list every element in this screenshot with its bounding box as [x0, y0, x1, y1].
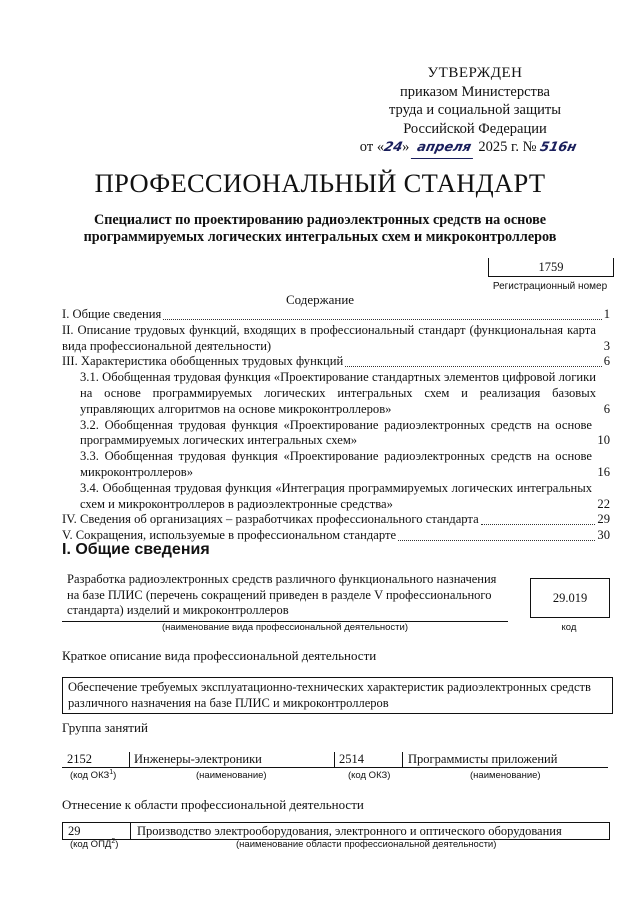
toc-page: 10	[597, 433, 610, 448]
registration-number-box: 1759	[488, 258, 614, 277]
toc-title: Содержание	[285, 292, 355, 307]
okz-name: Инженеры-электроники	[134, 752, 262, 766]
toc-entry[interactable]: 3.2. Обобщенная трудовая функция «Проектирование радиоэлектронных средств на основе программируемых логических интегральных схем» 10	[80, 417, 610, 448]
activity-code-caption: код	[561, 622, 577, 633]
toc-entry[interactable]: 3.3. Обобщенная трудовая функция «Проектирование радиоэлектронных средств на основе микроконтроллеров» 16	[80, 449, 610, 479]
toc-entry[interactable]: 3.1. Обобщенная трудовая функция «Проектирование стандартных элементов цифровой логики на основе программируемых логических интегральных схем и реализация базовых управляющих алгоритмов на основе микроконтроллеров» 6	[80, 370, 610, 416]
toc-entry[interactable]: II. Описание трудовых функций, входящих в профессиональный стандарт (функциональная карта вида профессиональной деятельности) 3	[62, 322, 610, 353]
brief-description-box: Обеспечение требуемых эксплуатационно-технических характеристик радиоэлектронных средств различного назначения на базе ПЛИС и микроконтроллеров	[62, 677, 613, 714]
toc-entry[interactable]: 3.4. Обобщенная трудовая функция «Интеграция программируемых логических интегральных схем и микроконтроллеров в радиоэлектронные средства» 22	[80, 480, 610, 511]
toc-entry[interactable]: V. Сокращения, используемые в профессиональном стандарте 30	[62, 528, 610, 543]
okz-name: Программисты приложений	[408, 752, 558, 766]
toc-entry[interactable]: III. Характеристика обобщенных трудовых функций 6	[62, 354, 610, 369]
approval-date-line	[346, 138, 590, 159]
date-prefix: от «	[359, 139, 385, 155]
opd-name: Производство электрооборудования, электронного и оптического оборудования	[137, 824, 562, 838]
toc-entry[interactable]: I. Общие сведения 1	[62, 307, 610, 321]
toc-page: 1	[603, 307, 610, 321]
document-subtitle: Специалист по проектированию радиоэлектронных средств на основе программируемых логических интегральных схем и микроконтроллеров	[83, 212, 557, 245]
handwritten-month: апреля	[411, 139, 477, 159]
handwritten-day: 24	[382, 140, 404, 155]
section-heading: I. Общие сведения	[62, 541, 210, 558]
okz-code: 2514	[339, 752, 364, 766]
brief-description-title: Краткое описание вида профессиональной деятельности	[62, 648, 377, 663]
occupation-group-title: Группа занятий	[62, 720, 148, 735]
approval-line: Российской Федерации	[403, 120, 547, 137]
okz-name-caption: (наименование)	[196, 770, 267, 781]
okz-code-caption: (код ОКЗ$^1$)	[70, 768, 117, 781]
okz-code: 2152	[67, 752, 92, 766]
date-year: 2025 г. №	[478, 139, 537, 155]
opd-name-caption: (наименование области профессиональной деятельности)	[236, 839, 497, 850]
toc-page: 16	[597, 464, 610, 479]
okz-name-caption: (наименование)	[470, 770, 541, 781]
toc-page: 29	[597, 512, 610, 527]
table-of-contents	[62, 307, 610, 544]
activity-code-box: 29.019	[530, 578, 610, 618]
toc-page: 3	[603, 338, 610, 353]
approval-heading: УТВЕРЖДЕН	[427, 65, 523, 81]
handwritten-order-number: 516н	[538, 140, 578, 155]
toc-page: 6	[603, 354, 610, 369]
opd-code-caption: (код ОПД$^2$)	[70, 837, 119, 850]
occupation-group-row	[62, 752, 608, 768]
activity-area-row	[62, 822, 610, 840]
registration-number-label: Регистрационный номер	[492, 281, 608, 292]
date-mid: »	[402, 139, 410, 155]
approval-block	[360, 64, 590, 159]
opd-code: 29	[68, 824, 81, 838]
activity-area-title: Отнесение к области профессиональной деятельности	[62, 797, 364, 812]
toc-page: 6	[603, 401, 610, 416]
toc-entry[interactable]: IV. Сведения об организациях – разработчиках профессионального стандарта 29	[62, 512, 610, 527]
approval-line: труда и социальной защиты	[389, 102, 561, 118]
toc-page: 22	[597, 496, 610, 511]
activity-name-field: Разработка радиоэлектронных средств различного функционального назначения на базе ПЛИС (перечень сокращений приведен в разделе V профессионального стандарта) изделий и микроконтроллеров	[62, 572, 508, 622]
approval-line: приказом Министерства	[400, 83, 550, 100]
okz-code-caption: (код ОКЗ)	[348, 770, 391, 781]
toc-page: 30	[597, 528, 610, 543]
document-title: ПРОФЕССИОНАЛЬНЫЙ СТАНДАРТ	[94, 168, 546, 198]
activity-name-caption: (наименование вида профессиональной деятельности)	[161, 622, 409, 633]
